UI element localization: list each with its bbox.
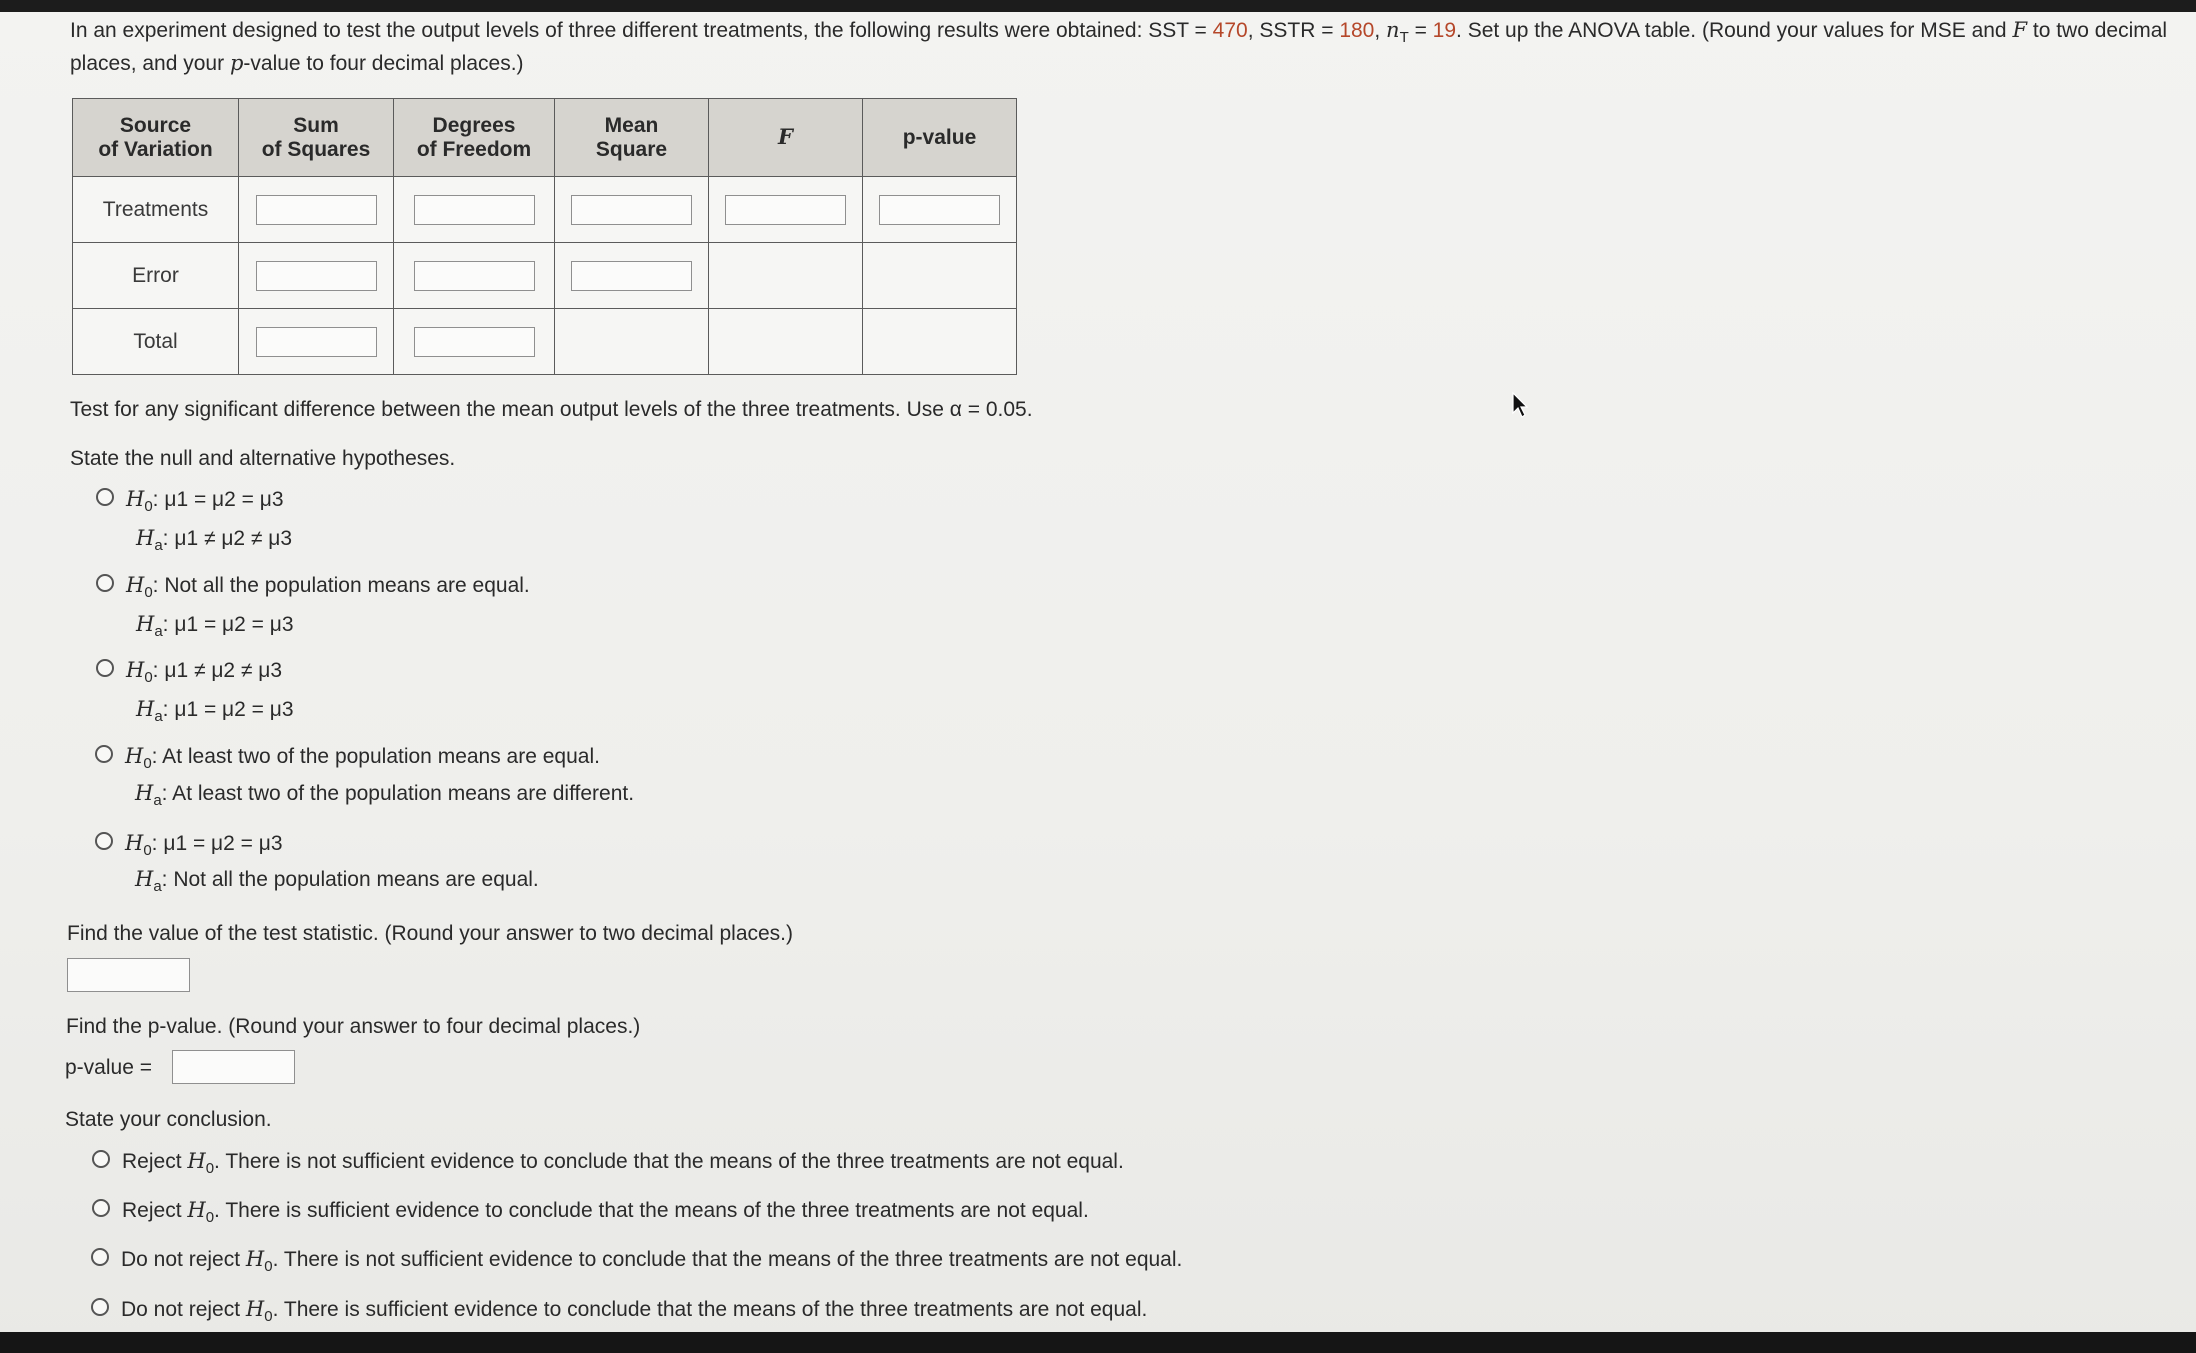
hypothesis-option-4-radio[interactable]	[95, 745, 113, 763]
header-sum-of-squares: Sum of Squares	[239, 99, 394, 177]
treatments-ms-input[interactable]	[571, 195, 692, 225]
treatments-df-input[interactable]	[414, 195, 535, 225]
question-text: In an experiment designed to test the output levels of three different treatments, the following results were obtained: SST = 470, SSTR = 180, $n_T = 19$. Set up the ANOVA table. (Round your values for MSE and F to two decimal places, and your p-value to four decimal places.)	[70, 18, 2168, 75]
test-statistic-input[interactable]	[67, 958, 190, 992]
hypothesis-option-1-ha: $H_a$: μ1 ≠ μ2 ≠ μ3	[136, 526, 293, 554]
empty-cell	[863, 309, 1017, 375]
hypothesis-option-5-h0: $H_0$: μ1 = μ2 = μ3	[125, 831, 283, 859]
test-statistic-prompt: Find the value of the test statistic. (Round your answer to two decimal places.)	[67, 922, 794, 945]
hypothesis-option-1-radio[interactable]	[96, 488, 114, 506]
conclusion-option-1-radio[interactable]	[92, 1150, 110, 1168]
top-bezel	[0, 0, 2196, 12]
header-mean-square: Mean Square	[555, 99, 709, 177]
test-prompt: Test for any significant difference between the mean output levels of the three treatments. Use α = 0.05.	[70, 398, 1033, 421]
conclusion-option-3-radio[interactable]	[91, 1248, 109, 1266]
total-ss-input[interactable]	[256, 327, 377, 357]
bottom-bezel	[0, 1332, 2196, 1353]
conclusion-prompt: State your conclusion.	[65, 1108, 272, 1131]
p-value-label: p-value =	[65, 1056, 152, 1079]
error-ms-input[interactable]	[571, 261, 692, 291]
mouse-cursor-icon	[1511, 391, 1529, 419]
hypothesis-option-1-h0: $H_0$: μ1 = μ2 = μ3	[126, 487, 284, 515]
total-df-input[interactable]	[414, 327, 535, 357]
hypothesis-option-4-h0: $H_0$: At least two of the population means are equal.	[125, 744, 600, 772]
hypothesis-option-2-radio[interactable]	[96, 574, 114, 592]
row-label-total: Total	[73, 309, 239, 375]
hypothesis-option-2-h0: $H_0$: Not all the population means are equal.	[126, 573, 530, 601]
hypothesis-option-3-h0: $H_0$: μ1 ≠ μ2 ≠ μ3	[126, 658, 283, 686]
conclusion-option-4-radio[interactable]	[91, 1298, 109, 1316]
hypothesis-option-3-radio[interactable]	[96, 659, 114, 677]
empty-cell	[709, 309, 863, 375]
header-source: Source of Variation	[73, 99, 239, 177]
empty-cell	[709, 243, 863, 309]
header-f: F	[709, 99, 863, 177]
error-df-input[interactable]	[414, 261, 535, 291]
empty-cell	[863, 243, 1017, 309]
table-row-error	[73, 243, 1017, 309]
treatments-ss-input[interactable]	[256, 195, 377, 225]
row-label-error: Error	[73, 243, 239, 309]
hypothesis-option-4-ha: $H_a$: At least two of the population means are different.	[135, 781, 635, 809]
p-value-input[interactable]	[172, 1050, 295, 1084]
conclusion-option-1-text: Reject $H_0$. There is not sufficient evidence to conclude that the means of the three treatments are not equal.	[122, 1149, 1124, 1177]
conclusion-option-2-text: Reject $H_0$. There is sufficient evidence to conclude that the means of the three treatments are not equal.	[122, 1198, 1089, 1226]
hypothesis-option-5-radio[interactable]	[95, 832, 113, 850]
table-row-treatments	[73, 177, 1017, 243]
conclusion-option-4-text: Do not reject $H_0$. There is sufficient evidence to conclude that the means of the three treatments are not equal.	[121, 1297, 1148, 1325]
row-label-treatments: Treatments	[73, 177, 239, 243]
conclusion-option-2-radio[interactable]	[92, 1199, 110, 1217]
table-row-total	[73, 309, 1017, 375]
table-header-row	[73, 99, 1017, 177]
hypothesis-option-5-ha: $H_a$: Not all the population means are equal.	[135, 867, 539, 895]
error-ss-input[interactable]	[256, 261, 377, 291]
header-p-value: p-value	[863, 99, 1017, 177]
anova-table	[72, 98, 1017, 375]
header-degrees-of-freedom: Degrees of Freedom	[394, 99, 555, 177]
empty-cell	[555, 309, 709, 375]
table-p-value-input[interactable]	[879, 195, 1000, 225]
f-input[interactable]	[725, 195, 846, 225]
p-value-prompt: Find the p-value. (Round your answer to four decimal places.)	[66, 1015, 641, 1038]
hypothesis-option-2-ha: $H_a$: μ1 = μ2 = μ3	[136, 612, 294, 640]
conclusion-option-3-text: Do not reject $H_0$. There is not sufficient evidence to conclude that the means of the three treatments are not equal.	[121, 1247, 1183, 1275]
hypotheses-prompt: State the null and alternative hypotheses.	[70, 447, 456, 470]
hypothesis-option-3-ha: $H_a$: μ1 = μ2 = μ3	[136, 697, 294, 725]
